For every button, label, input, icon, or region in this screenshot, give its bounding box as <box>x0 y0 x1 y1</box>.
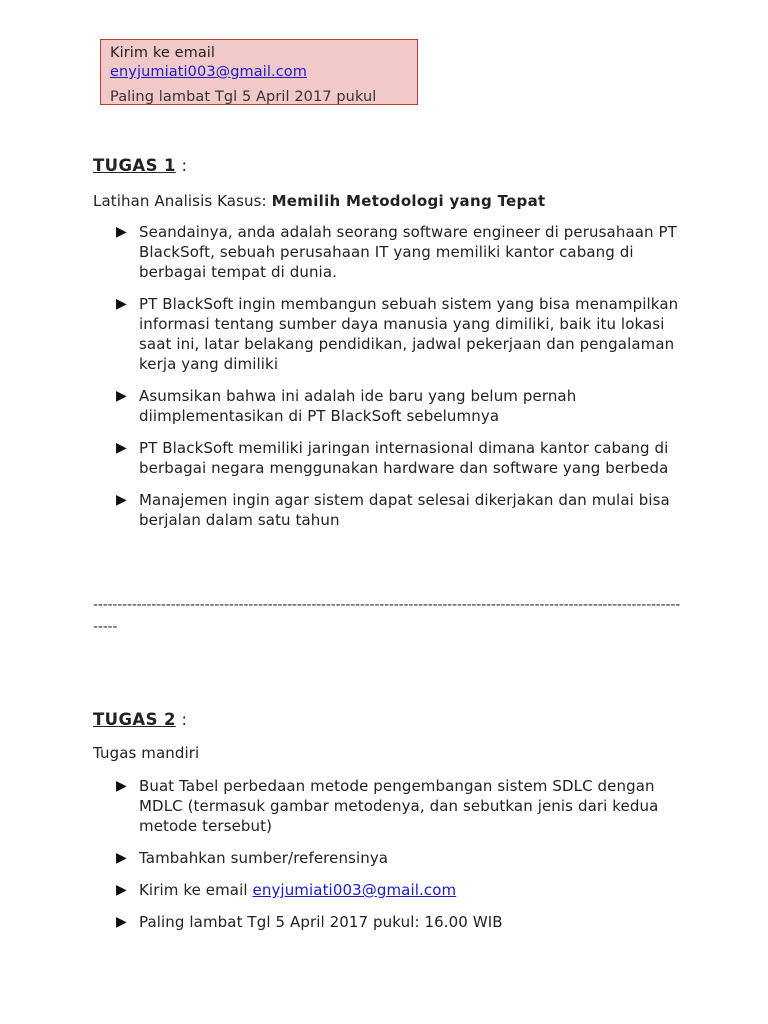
list-item-text: PT BlackSoft ingin membangun sebuah sistem yang bisa menampilkan informasi tentang sumber daya manusia yang dimiliki, baik itu lokasi saat ini, latar belakang pendidikan, jadwal pekerjaan dan pengalaman kerja yang dimiliki <box>139 295 679 373</box>
tugas1-list <box>116 222 686 542</box>
arrow-right-icon: ▶ <box>116 914 127 930</box>
tugas1-intro-prefix: Latihan Analisis Kasus: <box>93 192 272 210</box>
list-item <box>116 880 686 900</box>
tugas1-colon: : <box>175 156 188 175</box>
list-item-text: Kirim ke email <box>139 881 253 899</box>
notice-email-link[interactable]: enyjumiati003@gmail.com <box>110 64 307 80</box>
tugas2-intro: Tugas mandiri <box>93 744 200 762</box>
list-item-text: PT BlackSoft memiliki jaringan internasional dimana kantor cabang di berbagai negara menggunakan hardware dan software yang berbeda <box>139 439 669 477</box>
list-item-text: Seandainya, anda adalah seorang software engineer di perusahaan PT BlackSoft, sebuah perusahaan IT yang memiliki kantor cabang di berbagai tempat di dunia. <box>139 223 677 281</box>
arrow-right-icon: ▶ <box>116 492 127 508</box>
list-item <box>116 294 686 374</box>
tugas2-title: TUGAS 2 <box>93 710 176 729</box>
tugas1-intro <box>93 192 545 210</box>
notice-box <box>100 39 418 105</box>
arrow-right-icon: ▶ <box>116 778 127 794</box>
tugas2-heading <box>93 710 187 729</box>
dashed-divider: ------------------------------------------------------------------------------------------------------------------------------ <box>93 597 681 635</box>
list-item <box>116 848 686 868</box>
list-item-text: Paling lambat Tgl 5 April 2017 pukul: 16.00 WIB <box>139 913 503 931</box>
tugas2-colon: : <box>175 710 188 729</box>
tugas1-intro-bold: Memilih Metodologi yang Tepat <box>271 192 546 210</box>
arrow-right-icon: ▶ <box>116 296 127 312</box>
arrow-right-icon: ▶ <box>116 224 127 240</box>
arrow-right-icon: ▶ <box>116 882 127 898</box>
list-item-text: Buat Tabel perbedaan metode pengembangan sistem SDLC dengan MDLC (termasuk gambar metodenya, dan sebutkan jenis dari kedua metode tersebut) <box>139 777 659 835</box>
arrow-right-icon: ▶ <box>116 850 127 866</box>
tugas2-email-link[interactable]: enyjumiati003@gmail.com <box>252 881 457 899</box>
arrow-right-icon: ▶ <box>116 388 127 404</box>
notice-line-1: Kirim ke email <box>110 45 216 61</box>
tugas2-list <box>116 776 686 944</box>
list-item <box>116 776 686 836</box>
list-item <box>116 386 686 426</box>
list-item <box>116 912 686 932</box>
arrow-right-icon: ▶ <box>116 440 127 456</box>
list-item-text: Manajemen ingin agar sistem dapat selesai dikerjakan dan mulai bisa berjalan dalam satu tahun <box>139 491 670 529</box>
list-item <box>116 490 686 530</box>
notice-line-3: Paling lambat Tgl 5 April 2017 pukul <box>110 89 377 105</box>
list-item <box>116 222 686 282</box>
list-item <box>116 438 686 478</box>
list-item-text: Tambahkan sumber/referensinya <box>139 849 389 867</box>
tugas1-heading <box>93 156 187 175</box>
list-item-text: Asumsikan bahwa ini adalah ide baru yang belum pernah diimplementasikan di PT BlackSoft sebelumnya <box>139 387 577 425</box>
tugas1-title: TUGAS 1 <box>93 156 176 175</box>
